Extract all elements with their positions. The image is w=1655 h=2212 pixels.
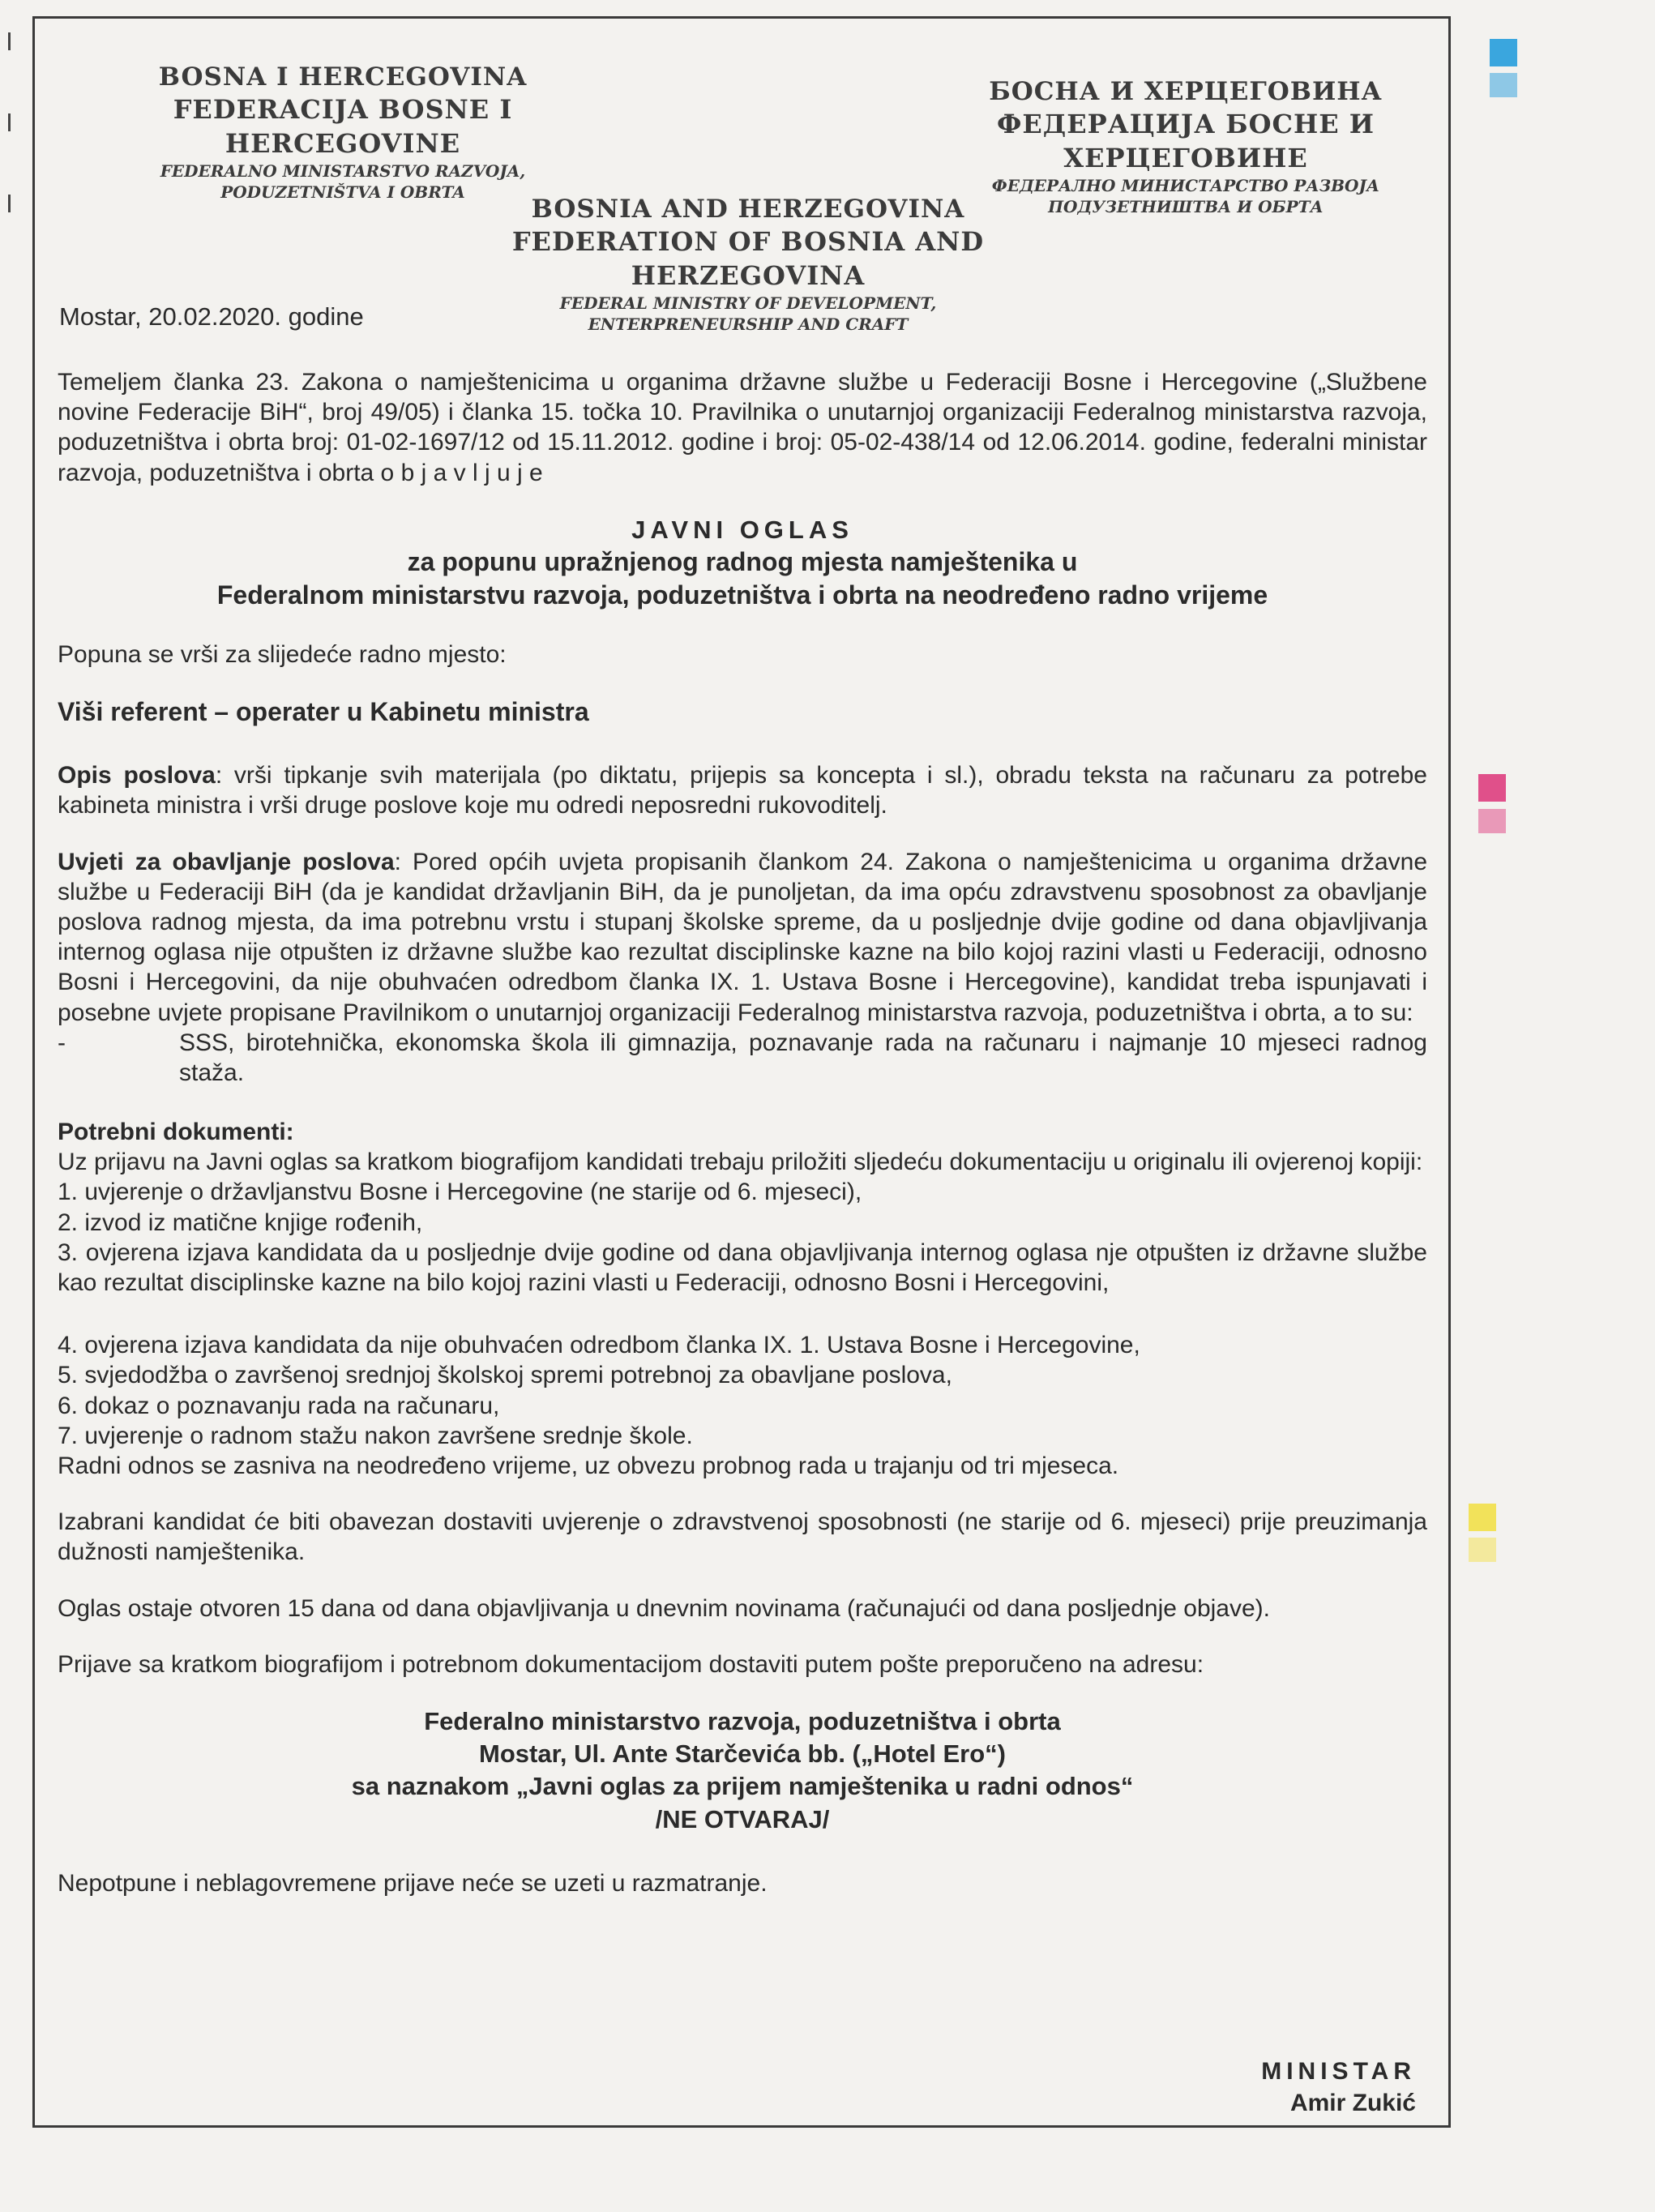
- list-item: 7. uvjerenje o radnom stažu nakon završene srednje škole.: [58, 1422, 693, 1449]
- list-item: 1. uvjerenje o državljanstvu Bosne i Hercegovine (ne starije od 6. mjeseci),: [58, 1179, 862, 1206]
- incomplete-applications-note: Nepotpune i neblagovremene prijave neće se uzeti u razmatranje.: [58, 1870, 768, 1898]
- special-requirements-text: SSS, birotehnička, ekonomska škola ili gimnazija, poznavanje rada na računaru i najmanje 10 mjeseci radnog staža.: [179, 1029, 1427, 1086]
- documents-section: [58, 1117, 1427, 1481]
- position-intro: Popuna se vrši za slijedeće radno mjesto:: [58, 641, 507, 669]
- notice-body: [58, 367, 1427, 1924]
- header-country: BOSNA I HERCEGOVINA: [158, 62, 528, 92]
- list-item: 3. ovjerena izjava kandidata da u posljednje dvije godine od dana objavljivanja internog oglasa nje otpušten iz državne službe kao rezultat disciplinske kazne na bilo kojoj razini vlasti u Federaciji, odnosno Bosni i Hercegovini,: [58, 1239, 1427, 1296]
- margin-mark: [8, 113, 11, 131]
- title-subtitle: za popunu upražnjenog radnog mjesta namještenika u: [407, 547, 1078, 577]
- signature-name: Amir Zukić: [1289, 2090, 1416, 2116]
- intro-paragraph: Temeljem članka 23. Zakona o namještenicima u organima državne službe u Federaciji Bosne i Hercegovine („Službene novine Federacije BiH“, broj 49/05) i članka 15. točka 10. Pravilnika o unutarnjoj organizaciji Federalnog ministarstva razvoja, poduzetništva i obrta broj: 01-02-1697/12 od 15.11.2012. godine i broj: 05-02-438/14 od 12.06.2014. godine, federalni ministar razvoja, poduzetništva i obrta o b j a v l j u j e: [58, 369, 1427, 486]
- list-item: 2. izvod iz matične knjige rođenih,: [58, 1209, 423, 1236]
- header-ministry: FEDERAL MINISTRY OF DEVELOPMENT,: [559, 293, 937, 314]
- margin-mark: [8, 195, 11, 212]
- left-margin-marks: [5, 32, 16, 276]
- header-country: BOSNIA AND HERZEGOVINA: [531, 195, 965, 224]
- header-ministry: FEDERALNO MINISTARSTVO RAZVOJA,: [160, 161, 526, 182]
- list-item: 5. svjedodžba o završenoj srednjoj školskoj spremi potrebnoj za obavljane poslova,: [58, 1362, 952, 1389]
- notice-title: [58, 514, 1427, 613]
- job-description-label: Opis poslova: [58, 762, 216, 789]
- header-ministry-cont: ENTERPRENEURSHIP AND CRAFT: [588, 314, 909, 335]
- address-line: /NE OTVARAJ/: [655, 1804, 830, 1833]
- magenta-color-swatch: [1478, 774, 1506, 802]
- list-dash: -: [58, 1029, 66, 1056]
- documents-intro: Uz prijavu na Javni oglas sa kratkom biografijom kandidati trebaju priložiti sljedeću dokumentaciju u originalu ili ovjerenoj kopiji:: [58, 1149, 1423, 1176]
- header-country: БОСНА И ХЕРЦЕГОВИНА: [989, 77, 1383, 106]
- documents-list: [58, 1177, 1427, 1451]
- position-title: Viši referent – operater u Kabinetu ministra: [58, 696, 589, 726]
- header-federation: ФЕДЕРАЦИЈА БОСНЕ И ХЕРЦЕГОВИНЕ: [997, 109, 1375, 173]
- cyan-color-swatch-pale: [1490, 73, 1517, 97]
- job-description: [58, 760, 1427, 820]
- address-line: sa naznakom „Javni oglas za prijem namještenika u radni odnos“: [351, 1772, 1134, 1801]
- header-ministry: ФЕДЕРАЛНО МИНИСТАРСТВО РАЗВОЈА: [991, 176, 1380, 196]
- cyan-color-swatch: [1490, 39, 1517, 66]
- documents-label: Potrebni dokumenti:: [58, 1119, 294, 1146]
- conditions-paragraph: [58, 847, 1427, 1028]
- address-line: Federalno ministarstvo razvoja, poduzetništva i obrta: [424, 1706, 1061, 1735]
- special-requirements: [58, 1028, 1427, 1088]
- header-federation: FEDERATION OF BOSNIA AND HERZEGOVINA: [511, 226, 985, 291]
- header-federation: FEDERACIJA BOSNE I HERCEGOVINE: [173, 94, 513, 159]
- notice-date: Mostar, 20.02.2020. godine: [59, 302, 364, 331]
- yellow-color-swatch-pale: [1469, 1538, 1496, 1562]
- header-english: [440, 193, 1056, 335]
- header-ministry-cont: PODUZETNIŠTVA I OBRTA: [220, 182, 465, 203]
- magenta-color-swatch-pale: [1478, 809, 1506, 833]
- yellow-color-swatch: [1469, 1504, 1496, 1531]
- job-description-text: : vrši tipkanje svih materijala (po diktatu, prijepis sa koncepta i sl.), obradu teksta na računaru za potrebe kabineta ministra i vrši druge poslove koje mu odredi neposredni rukovoditelj.: [58, 762, 1427, 819]
- health-certificate-paragraph: Izabrani kandidat će biti obavezan dostaviti uvjerenje o zdravstvenoj sposobnosti (ne starije od 6. mjeseci) prije preuzimanja dužnosti namještenika.: [58, 1508, 1427, 1566]
- conditions-text: : Pored općih uvjeta propisanih člankom 24. Zakona o namještenicima u organima državne službe u Federaciji BiH (da je kandidat državljanin BiH, da je punoljetan, da ima opću zdravstvenu sposobnost za obavljanje poslova radnog mjesta, da ima potrebnu vrstu i stupanj školske spreme, da u posljednje dvije godine od dana objavljivanja internog oglasa nije otpušten iz državne službe kao rezultat disciplinske kazne na bilo kojoj razini vlasti u Federaciji, odnosno Bosni i Hercegovini, da nije obuhvaćen odredbom članka IX. 1. Ustava Bosne i Hercegovine), kandidat treba ispunjavati i posebne uvjete propisane Pravilnikom o unutarnjoj organizaciji Federalnog ministarstva razvoja, poduzetništva i obrta, a to su:: [58, 848, 1427, 1026]
- title-subtitle-cont: Federalnom ministarstvu razvoja, poduzetništva i obrta na neodređeno radno vrijeme: [216, 580, 1268, 610]
- address-line: Mostar, Ul. Ante Starčevića bb. („Hotel Ero“): [479, 1739, 1006, 1769]
- conditions-section: [58, 847, 1427, 1089]
- list-item: 4. ovjerena izjava kandidata da nije obuhvaćen odredbom članka IX. 1. Ustava Bosne i Hercegovine,: [58, 1332, 1140, 1359]
- employment-terms: Radni odnos se zasniva na neodređeno vrijeme, uz obvezu probnog rada u trajanju od tri mjeseca.: [58, 1452, 1119, 1479]
- public-notice: [32, 16, 1451, 2128]
- deadline-paragraph: Oglas ostaje otvoren 15 dana od dana objavljivanja u dnevnim novinama (računajući od dana posljednje objave).: [58, 1594, 1270, 1622]
- title-heading: JAVNI OGLAS: [631, 515, 853, 544]
- margin-mark: [8, 32, 11, 50]
- mailing-address: [58, 1705, 1427, 1836]
- submission-paragraph: Prijave sa kratkom biografijom i potrebnom dokumentacijom dostaviti putem pošte preporučeno na adresu:: [58, 1650, 1204, 1678]
- conditions-label: Uvjeti za obavljanje poslova: [58, 848, 395, 875]
- list-spacer: [58, 1298, 1427, 1330]
- header-bosnian: [92, 61, 594, 203]
- list-item: 6. dokaz o poznavanju rada na računaru,: [58, 1392, 500, 1419]
- signature-block: [1261, 2056, 1416, 2119]
- signature-role: MINISTAR: [1261, 2058, 1416, 2085]
- header-ministry-cont: ПОДУЗЕТНИШТВА И ОБРТА: [1048, 197, 1324, 217]
